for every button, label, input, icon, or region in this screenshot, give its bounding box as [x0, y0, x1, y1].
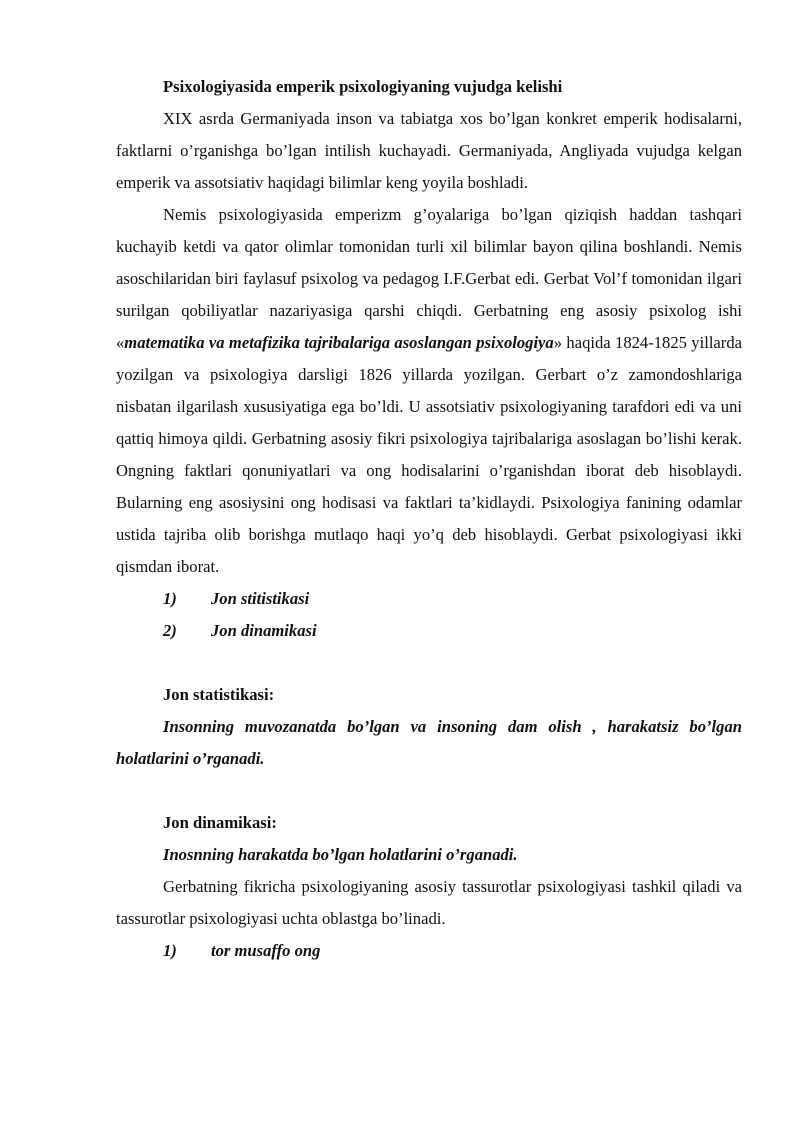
paragraph-gerbat-text-1: Nemis psixologiyasida emperizm g’oyalariga bo’lgan qiziqish haddan tashqari kuchayib ketdi va qator olimlar tomonidan turli xil bilimlar bayon qilina boshlandi. Nemis asoschilaridan biri faylasuf psixolog va pedagog I.F.Gerbat edi. Gerbat Vol’f tomonidan ilgari surilgan qobiliyatlar nazariyasiga qarshi chiqdi. Gerbatning eng asosiy psixolog ishi «: [116, 205, 742, 352]
paragraph-tassurot: Gerbatning fikricha psixologiyaning asosiy tassurotlar psixologiyasi tashkil qiladi va tassurotlar psixologiyasi uchta oblastga bo’linadi.: [116, 877, 742, 928]
list-item-text: tor musaffo ong: [211, 941, 321, 960]
paragraph-intro: XIX asrda Germaniyada inson va tabiatga xos bo’lgan konkret emperik hodisalarni, faktlarni o’rganishga bo’lgan intilish kuchayadi. Germaniyada, Angliyada vujudga kelgan emperik va assotsiativ haqidagi bilimlar keng yoyila boshladi.: [116, 109, 742, 192]
book-title-emphasis: matematika va metafizika tajribalariga asoslangan psixologiya: [124, 333, 554, 352]
list-item: [116, 583, 742, 615]
list-item-text: Jon dinamikasi: [211, 621, 317, 640]
paragraph-gerbat: [116, 199, 742, 583]
spacer: [116, 647, 742, 679]
list-item-number: 1): [163, 589, 177, 608]
list-item-number: 2): [163, 621, 177, 640]
dynamics-heading: Jon dinamikasi:: [163, 813, 277, 832]
statics-text: Insonning muvozanatda bo’lgan va insoning dam olish , harakatsiz bo’lgan holatlarini o’rganadi.: [116, 717, 742, 768]
list-item: [116, 935, 742, 967]
list-item-text: Jon stitistikasi: [211, 589, 310, 608]
paragraph-gerbat-text-2: » haqida 1824-1825 yillarda yozilgan va psixologiya darsligi 1826 yillarda yozilgan. Gerbart o’z zamondoshlariga nisbatan ilgarilash xususiyatiga ega bo’ldi. U assotsiativ psixologiyaning tarafdori edi va uni qattiq himoya qildi. Gerbatning asosiy fikri psixologiya tajribalariga asoslagan bo’lishi kerak. Ongning faktlari qonuniyatlari va ong hodisalarini o’rganishdan iborat deb hisoblaydi. Bularning eng asosiysini ong hodisasi va faktlari ta’kidlaydi. Psixologiya fanining odamlar ustida tajriba olib borishga mutlaqo haqi yo’q deb hisoblaydi. Gerbat psixologiyasi ikki qismdan iborat.: [116, 333, 742, 576]
document-body: [116, 71, 742, 967]
spacer: [116, 775, 742, 807]
section-title: Psixologiyasida emperik psixologiyaning vujudga kelishi: [163, 77, 563, 96]
statics-heading: Jon statistikasi:: [163, 685, 275, 704]
list-item-number: 1): [163, 941, 177, 960]
list-item: [116, 615, 742, 647]
dynamics-text: Inosnning harakatda bo’lgan holatlarini o’rganadi.: [163, 845, 518, 864]
